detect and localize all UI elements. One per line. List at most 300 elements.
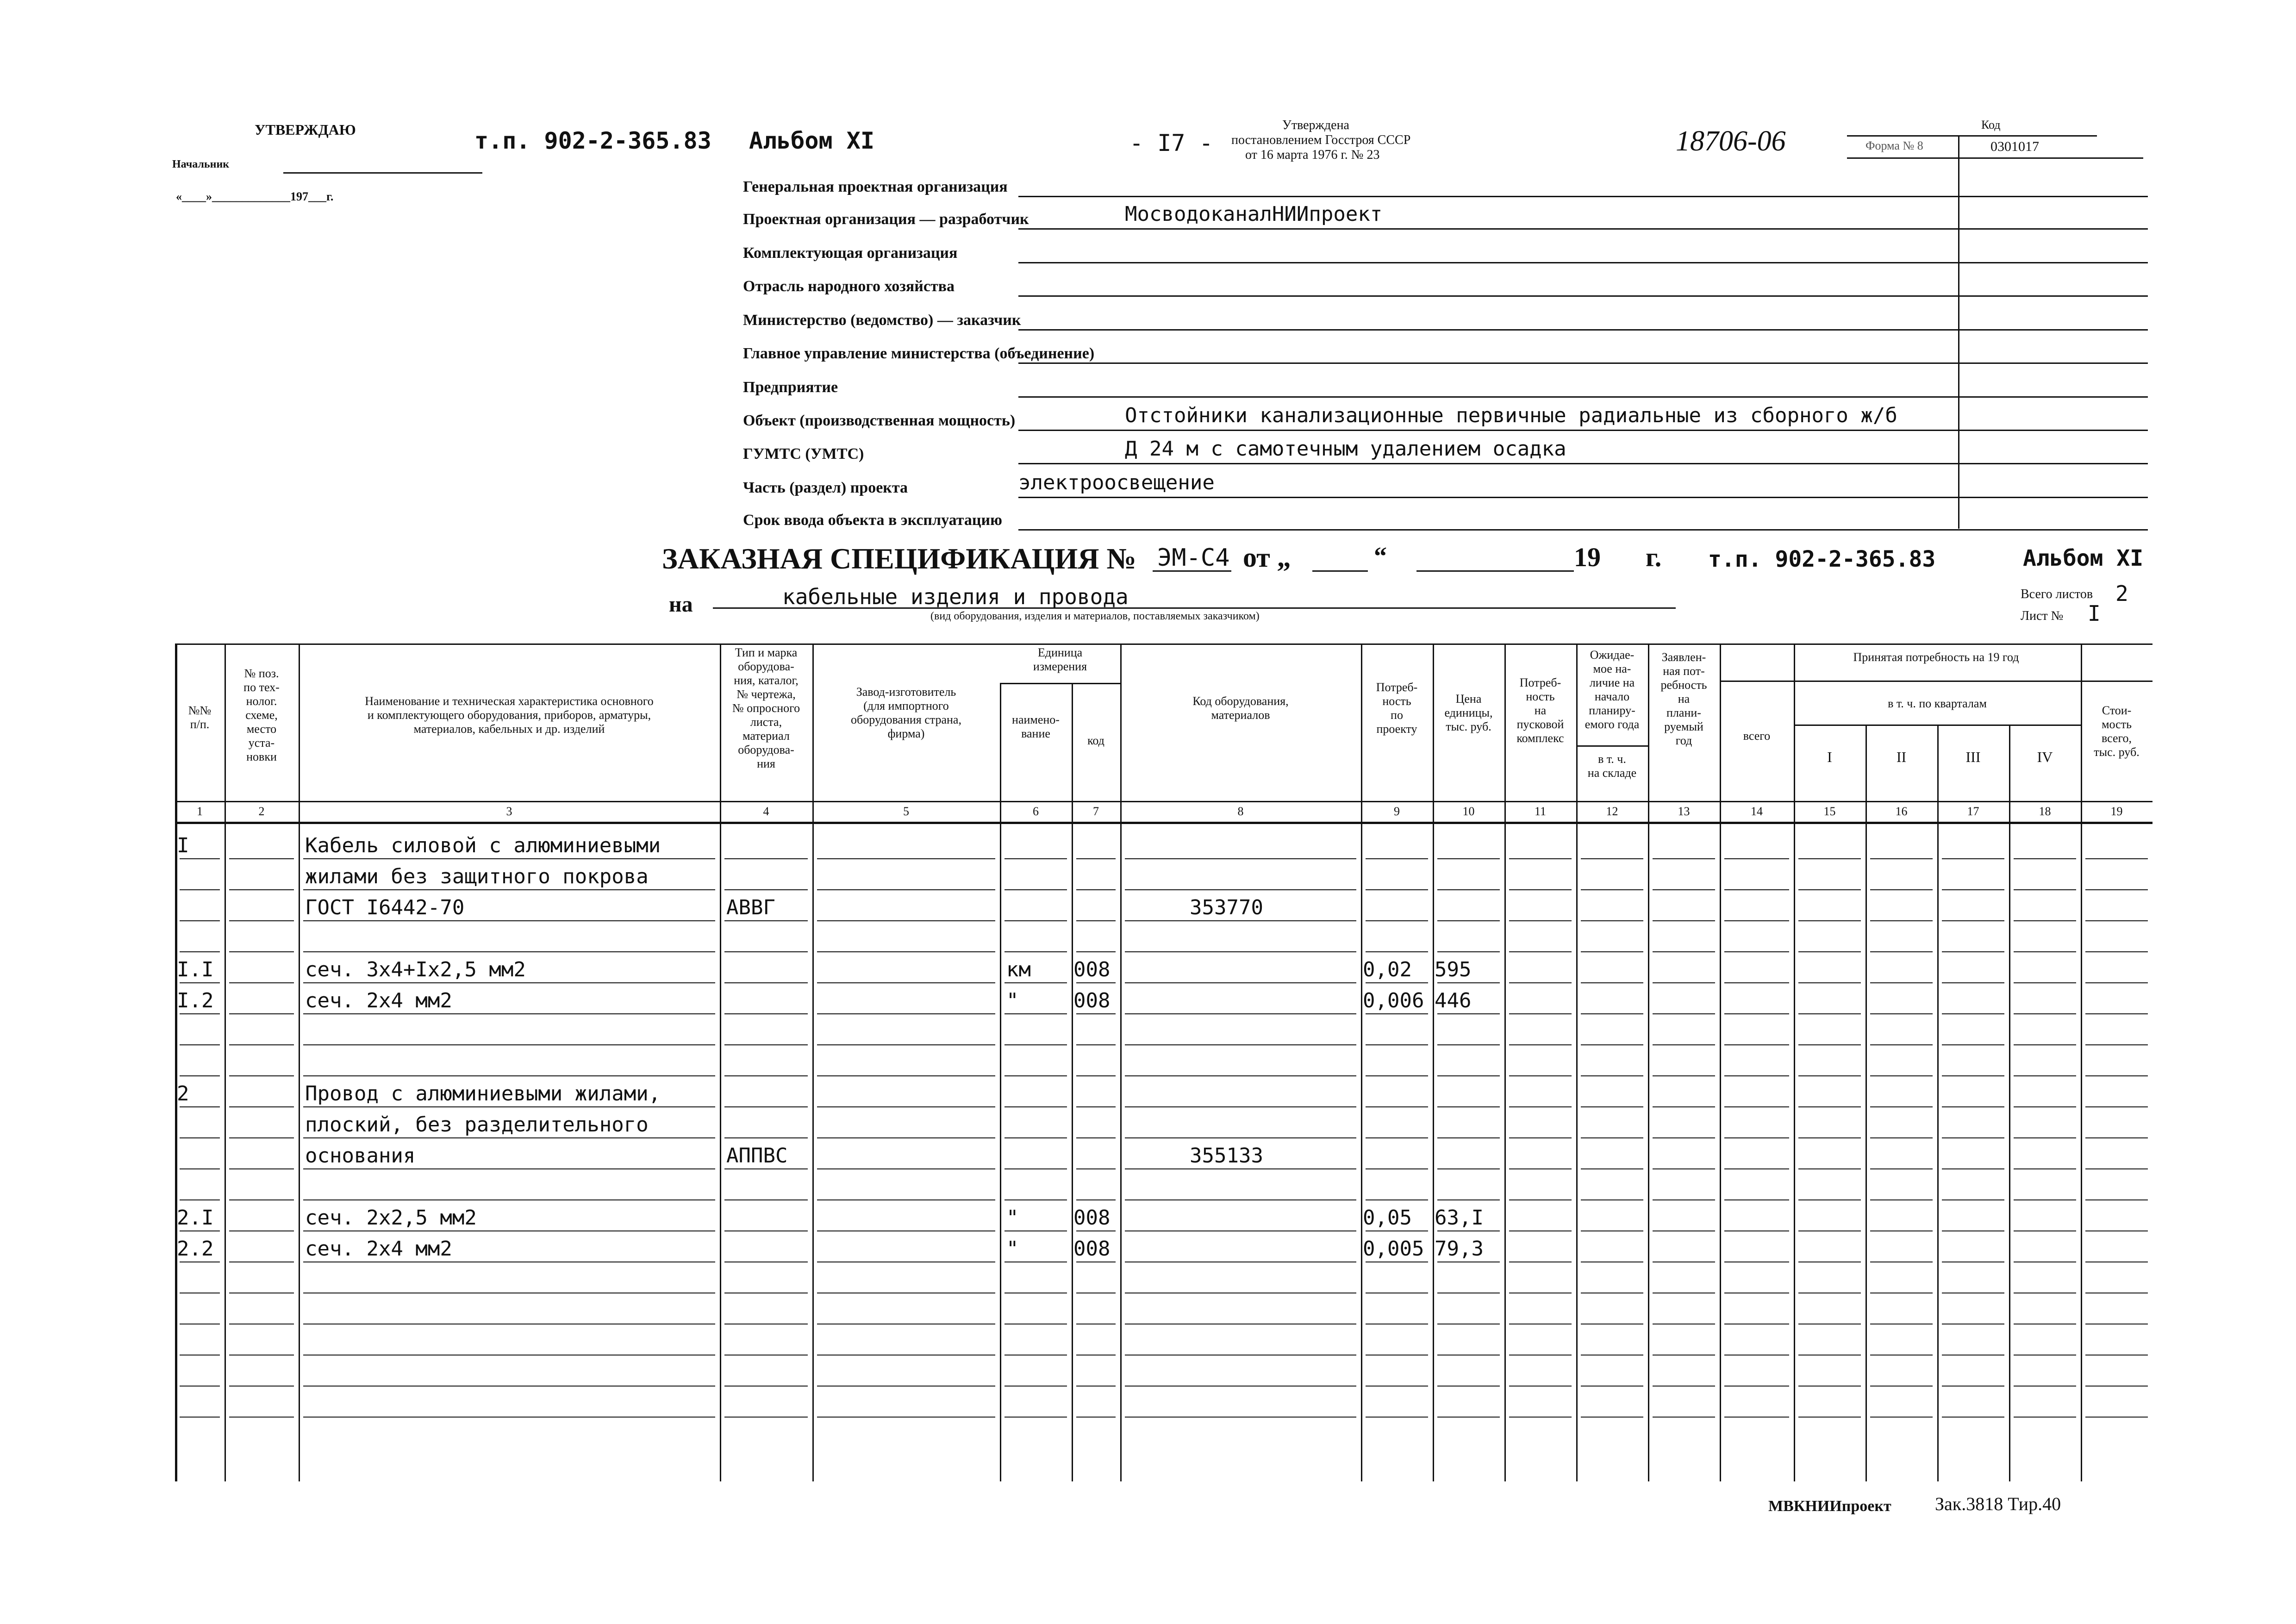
- code-label: Код: [1981, 118, 2001, 131]
- footer-order: Зак.3818 Тир.40: [1935, 1493, 2061, 1514]
- row-rule: [229, 1044, 294, 1045]
- row-rule: [1125, 1168, 1356, 1169]
- row-rule: [1125, 1386, 1356, 1387]
- row-rule: [1366, 1075, 1428, 1076]
- row-number: I.I: [177, 958, 214, 981]
- row-rule: [1437, 1013, 1500, 1014]
- row-rule: [1942, 858, 2004, 859]
- row-rule: [303, 1230, 715, 1231]
- row-rule: [1870, 1168, 1933, 1169]
- row-rule: [303, 951, 715, 952]
- row-rule: [1942, 1386, 2004, 1387]
- row-rule: [1798, 951, 1861, 952]
- row-rule: [1076, 1230, 1116, 1231]
- row-rule: [2085, 858, 2148, 859]
- row-rule: [1509, 1199, 1572, 1200]
- row-rule: [1437, 951, 1500, 952]
- row-rule: [303, 1417, 715, 1418]
- field-label: Предприятие: [743, 379, 838, 396]
- row-rule: [229, 1168, 294, 1169]
- row-rule: [1509, 1013, 1572, 1014]
- row-rule: [2085, 951, 2148, 952]
- table-column-line: [1504, 643, 1506, 1481]
- row-rule: [1004, 1137, 1067, 1138]
- row-rule: [1870, 1075, 1933, 1076]
- row-rule: [724, 1137, 808, 1138]
- table-column-line: [225, 643, 226, 1481]
- row-rule: [1653, 1106, 1715, 1107]
- header-q2: II: [1896, 750, 1907, 764]
- row-rule: [1581, 858, 1643, 859]
- row-rule: [1509, 951, 1572, 952]
- row-name: ГОСТ I6442-70: [305, 896, 465, 919]
- row-name: сеч. 2х2,5 мм2: [305, 1206, 477, 1230]
- accepted-header-line: [1720, 681, 2152, 682]
- row-rule: [1509, 858, 1572, 859]
- row-rule: [1724, 1168, 1789, 1169]
- row-rule: [1653, 889, 1715, 890]
- row-rule: [1798, 1168, 1861, 1169]
- row-rule: [817, 1137, 995, 1138]
- row-rule: [1509, 1075, 1572, 1076]
- field-label: Главное управление министерства (объединение): [743, 345, 1095, 362]
- row-rule: [724, 889, 808, 890]
- row-rule: [724, 1168, 808, 1169]
- row-rule: [1581, 1199, 1643, 1200]
- row-rule: [817, 1199, 995, 1200]
- row-rule: [1581, 951, 1643, 952]
- row-rule: [2014, 1013, 2076, 1014]
- spec-from: от „: [1243, 542, 1291, 573]
- spec-number-line: [1153, 570, 1231, 572]
- field-label: Проектная организация — разработчик: [743, 211, 1029, 228]
- row-name: плоский, без разделительного: [305, 1113, 649, 1137]
- row-rule: [303, 1106, 715, 1107]
- column-number: 4: [763, 805, 769, 818]
- row-rule: [1076, 858, 1116, 859]
- row-rule: [1653, 1230, 1715, 1231]
- row-rule: [817, 1417, 995, 1418]
- row-unit: ": [1006, 989, 1019, 1012]
- row-rule: [1870, 951, 1933, 952]
- row-rule: [1724, 1013, 1789, 1014]
- row-rule: [1798, 858, 1861, 859]
- row-rule: [1125, 1199, 1356, 1200]
- spec-album: Альбом XI: [2023, 545, 2144, 571]
- field-line: [1018, 463, 2148, 464]
- row-rule: [2014, 1044, 2076, 1045]
- column-number: 2: [258, 805, 265, 818]
- row-rule: [2085, 920, 2148, 921]
- row-rule: [229, 1013, 294, 1014]
- row-rule: [2085, 1044, 2148, 1045]
- row-rule: [2014, 920, 2076, 921]
- row-rule: [1004, 1417, 1067, 1418]
- row-rule: [180, 982, 220, 983]
- row-rule: [303, 858, 715, 859]
- header-c9: Потреб- ность по проекту: [1376, 681, 1418, 736]
- column-number: 8: [1237, 805, 1244, 818]
- row-rule: [180, 1137, 220, 1138]
- header-quarters: в т. ч. по кварталам: [1888, 697, 1987, 710]
- spec-year: 19: [1574, 542, 1601, 572]
- header-c12a: Ожидае- мое на- личие на начало планиру- емого года: [1585, 648, 1640, 731]
- row-rule: [724, 920, 808, 921]
- field-line: [1018, 196, 2148, 197]
- column-number: 18: [2039, 805, 2051, 818]
- row-rule: [1724, 951, 1789, 952]
- table-column-line: [812, 643, 814, 1481]
- row-number: 2.I: [177, 1206, 214, 1230]
- row-rule: [1437, 1168, 1500, 1169]
- row-rule: [1653, 1199, 1715, 1200]
- row-rule: [1798, 1199, 1861, 1200]
- row-rule: [180, 1199, 220, 1200]
- row-rule: [2085, 1137, 2148, 1138]
- row-rule: [1870, 889, 1933, 890]
- row-rule: [229, 1417, 294, 1418]
- row-rule: [1437, 920, 1500, 921]
- row-rule: [1004, 951, 1067, 952]
- field-line: [1018, 295, 2148, 297]
- column-number: 10: [1462, 805, 1475, 818]
- row-rule: [1509, 889, 1572, 890]
- row-rule: [229, 1386, 294, 1387]
- row-rule: [1366, 1199, 1428, 1200]
- column-number: 11: [1534, 805, 1547, 818]
- row-rule: [2014, 858, 2076, 859]
- row-rule: [1125, 1106, 1356, 1107]
- row-rule: [2014, 1417, 2076, 1418]
- row-rule: [724, 1106, 808, 1107]
- row-rule: [1076, 920, 1116, 921]
- field-label: Объект (производственная мощность): [743, 412, 1016, 429]
- row-rule: [1076, 1137, 1116, 1138]
- row-rule: [180, 1013, 220, 1014]
- row-rule: [2014, 1075, 2076, 1076]
- row-rule: [1942, 1168, 2004, 1169]
- header-c2: № поз. по тех- нолог. схеме, место уста- новки: [243, 667, 280, 763]
- row-rule: [1509, 1137, 1572, 1138]
- row-rule: [1125, 1013, 1356, 1014]
- footer-org: МВКНИИпроект: [1768, 1498, 1891, 1515]
- row-rule: [1798, 1137, 1861, 1138]
- row-rule: [724, 982, 808, 983]
- row-rule: [1076, 982, 1116, 983]
- row-rule: [1653, 858, 1715, 859]
- row-rule: [1076, 889, 1116, 890]
- row-rule: [1653, 1013, 1715, 1014]
- row-rule: [180, 858, 220, 859]
- row-rule: [1366, 1386, 1428, 1387]
- row-rule: [303, 1386, 715, 1387]
- row-rule: [1942, 982, 2004, 983]
- table-column-line: [1937, 725, 1939, 1481]
- row-unit-code: 008: [1073, 989, 1111, 1012]
- row-rule: [1366, 1044, 1428, 1045]
- row-rule: [1125, 951, 1356, 952]
- row-rule: [1798, 889, 1861, 890]
- approval-date: «____»_____________197___г.: [176, 190, 334, 203]
- row-rule: [180, 1417, 220, 1418]
- row-rule: [1942, 1075, 2004, 1076]
- row-rule: [303, 920, 715, 921]
- column-number: 6: [1033, 805, 1039, 818]
- row-rule: [229, 920, 294, 921]
- row-rule: [817, 1075, 995, 1076]
- approved-line-1: Утверждена: [1282, 118, 1349, 132]
- row-rule: [1653, 1168, 1715, 1169]
- code-value: 0301017: [1990, 139, 2039, 154]
- row-rule: [1942, 1013, 2004, 1014]
- row-rule: [1724, 1199, 1789, 1200]
- row-rule: [180, 1230, 220, 1231]
- row-price: 79,3: [1435, 1237, 1484, 1261]
- field-label: ГУМТС (УМТС): [743, 445, 864, 462]
- row-rule: [1509, 1044, 1572, 1045]
- row-rule: [1366, 1230, 1428, 1231]
- row-name: Кабель силовой с алюминиевыми: [305, 834, 661, 857]
- header-c11: Потреб- ность на пусковой комплекс: [1516, 676, 1564, 745]
- code-box-line: [1847, 157, 2143, 159]
- row-rule: [1125, 920, 1356, 921]
- row-rule: [1870, 1386, 1933, 1387]
- row-price: 595: [1435, 958, 1472, 981]
- table-column-line: [1433, 643, 1434, 1481]
- row-code: 355133: [1190, 1144, 1263, 1168]
- row-rule: [229, 889, 294, 890]
- row-qty: 0,005: [1363, 1237, 1424, 1261]
- row-rule: [2014, 889, 2076, 890]
- row-rule: [1004, 920, 1067, 921]
- row-rule: [1581, 1044, 1643, 1045]
- spec-quote: “: [1374, 542, 1387, 571]
- row-rule: [1509, 1386, 1572, 1387]
- column-number: 14: [1751, 805, 1763, 818]
- row-rule: [1942, 889, 2004, 890]
- table-column-line: [1648, 643, 1649, 1481]
- row-rule: [1004, 1106, 1067, 1107]
- field-line: [1018, 262, 2148, 263]
- column-number: 15: [1823, 805, 1836, 818]
- stock-header-line: [1576, 745, 1648, 747]
- row-rule: [1437, 1075, 1500, 1076]
- row-number: 2: [177, 1082, 189, 1106]
- row-rule: [1366, 858, 1428, 859]
- row-rule: [303, 982, 715, 983]
- row-rule: [1724, 1230, 1789, 1231]
- sheets-total: 2: [2115, 581, 2128, 606]
- field-value: МосводоканалНИИпроект: [1125, 202, 1383, 226]
- row-rule: [1653, 982, 1715, 983]
- row-rule: [817, 1106, 995, 1107]
- row-rule: [303, 1013, 715, 1014]
- row-rule: [1942, 1199, 2004, 1200]
- row-rule: [1581, 1230, 1643, 1231]
- row-rule: [1437, 858, 1500, 859]
- row-unit: км: [1006, 958, 1031, 981]
- row-name: жилами без защитного покрова: [305, 865, 649, 888]
- row-rule: [1437, 1230, 1500, 1231]
- row-rule: [180, 1044, 220, 1045]
- field-label: Часть (раздел) проекта: [743, 479, 908, 496]
- row-rule: [1437, 982, 1500, 983]
- project-number: т.п. 902-2-365.83: [474, 127, 711, 154]
- row-rule: [817, 1386, 995, 1387]
- row-rule: [1942, 920, 2004, 921]
- row-name: Провод с алюминиевыми жилами,: [305, 1082, 661, 1106]
- row-rule: [303, 1199, 715, 1200]
- chief-signature-line: [283, 172, 482, 174]
- row-rule: [724, 1199, 808, 1200]
- spec-day-line: [1312, 570, 1368, 572]
- spec-number: ЭМ-С4: [1157, 544, 1230, 572]
- row-unit-code: 008: [1073, 1206, 1111, 1230]
- field-label: Генеральная проектная организация: [743, 178, 1008, 195]
- row-type: АППВС: [726, 1144, 788, 1168]
- row-rule: [1870, 1106, 1933, 1107]
- row-number: I.2: [177, 989, 214, 1012]
- column-number: 17: [1967, 805, 1979, 818]
- field-label: Срок ввода объекта в эксплуатацию: [743, 512, 1003, 529]
- header-c8: Код оборудования, материалов: [1192, 694, 1289, 722]
- row-rule: [817, 889, 995, 890]
- row-code: 353770: [1190, 896, 1263, 919]
- table-numbers-border: [175, 822, 2152, 824]
- row-rule: [817, 982, 995, 983]
- header-c14: всего: [1743, 729, 1771, 743]
- row-rule: [2014, 1199, 2076, 1200]
- row-rule: [2014, 982, 2076, 983]
- row-rule: [1004, 982, 1067, 983]
- row-rule: [2085, 1230, 2148, 1231]
- row-rule: [817, 1230, 995, 1231]
- spec-subject: кабельные изделия и провода: [782, 584, 1129, 609]
- row-rule: [1653, 1417, 1715, 1418]
- row-rule: [1870, 982, 1933, 983]
- row-rule: [1870, 1199, 1933, 1200]
- table-column-line: [1361, 643, 1362, 1481]
- row-rule: [2085, 1199, 2148, 1200]
- row-rule: [1581, 1137, 1643, 1138]
- row-rule: [1437, 1199, 1500, 1200]
- row-rule: [180, 1075, 220, 1076]
- row-rule: [2014, 1137, 2076, 1138]
- field-label: Комплектующая организация: [743, 244, 958, 262]
- document-number: 18706-06: [1676, 125, 1786, 157]
- row-rule: [1366, 951, 1428, 952]
- row-price: 63,I: [1435, 1206, 1484, 1230]
- row-rule: [1437, 889, 1500, 890]
- row-rule: [1509, 920, 1572, 921]
- row-rule: [817, 951, 995, 952]
- row-rule: [229, 951, 294, 952]
- column-number: 1: [197, 805, 203, 818]
- row-rule: [1724, 889, 1789, 890]
- column-number: 9: [1394, 805, 1400, 818]
- table-header-border: [175, 801, 2152, 802]
- row-rule: [1076, 1075, 1116, 1076]
- row-rule: [1004, 1075, 1067, 1076]
- row-rule: [2085, 982, 2148, 983]
- spec-na: на: [669, 592, 693, 617]
- row-rule: [1870, 1137, 1933, 1138]
- row-rule: [1870, 1417, 1933, 1418]
- row-rule: [1653, 1044, 1715, 1045]
- row-rule: [817, 1168, 995, 1169]
- table-column-line: [1000, 683, 1001, 1481]
- field-line: [1018, 228, 2148, 230]
- sheet-number: I: [2088, 601, 2101, 626]
- approve-label: УТВЕРЖДАЮ: [255, 121, 356, 138]
- header-c13: Заявлен- ная пот- ребность на плани- руемый год: [1660, 650, 1707, 747]
- row-qty: 0,006: [1363, 989, 1424, 1012]
- approved-line-3: от 16 марта 1976 г. № 23: [1245, 148, 1380, 162]
- row-rule: [1581, 982, 1643, 983]
- row-rule: [1004, 1199, 1067, 1200]
- row-rule: [180, 1106, 220, 1107]
- row-rule: [1125, 1137, 1356, 1138]
- row-rule: [1509, 1417, 1572, 1418]
- row-name: сеч. 2х4 мм2: [305, 1237, 452, 1261]
- row-rule: [1076, 1417, 1116, 1418]
- row-rule: [1125, 982, 1356, 983]
- row-rule: [1366, 1417, 1428, 1418]
- row-rule: [1509, 1230, 1572, 1231]
- column-number: 7: [1093, 805, 1099, 818]
- row-rule: [1366, 920, 1428, 921]
- row-rule: [724, 1230, 808, 1231]
- column-number: 19: [2110, 805, 2123, 818]
- row-rule: [2085, 1075, 2148, 1076]
- row-rule: [1724, 1386, 1789, 1387]
- row-rule: [180, 1386, 220, 1387]
- header-accepted: Принятая потребность на 19 год: [1853, 650, 2019, 664]
- row-rule: [1653, 1386, 1715, 1387]
- row-rule: [1724, 1137, 1789, 1138]
- row-rule: [1076, 1044, 1116, 1045]
- table-left-border: [175, 643, 177, 1481]
- row-rule: [1870, 920, 1933, 921]
- row-rule: [2085, 1013, 2148, 1014]
- row-rule: [1076, 1013, 1116, 1014]
- album-label: Альбом XI: [749, 127, 874, 154]
- field-line: [1018, 362, 2148, 364]
- row-rule: [1798, 1230, 1861, 1231]
- row-rule: [1798, 920, 1861, 921]
- table-column-line: [2009, 725, 2010, 1481]
- row-rule: [2014, 1168, 2076, 1169]
- header-c1: №№ п/п.: [188, 704, 212, 731]
- row-rule: [1942, 1106, 2004, 1107]
- row-rule: [724, 1417, 808, 1418]
- code-box-divider: [1958, 135, 1959, 529]
- row-rule: [1942, 951, 2004, 952]
- row-rule: [1724, 1106, 1789, 1107]
- row-rule: [817, 920, 995, 921]
- row-qty: 0,02: [1363, 958, 1412, 981]
- row-rule: [1581, 1417, 1643, 1418]
- row-rule: [2085, 889, 2148, 890]
- row-rule: [1076, 951, 1116, 952]
- header-c4: Тип и марка оборудова- ния, каталог, № чертежа, № опросного листа, материал оборудова- ния: [732, 646, 800, 770]
- table-column-line: [2081, 643, 2082, 1481]
- row-rule: [1798, 982, 1861, 983]
- row-type: АВВГ: [726, 896, 775, 919]
- row-rule: [1724, 1417, 1789, 1418]
- row-rule: [1653, 920, 1715, 921]
- row-rule: [1798, 1075, 1861, 1076]
